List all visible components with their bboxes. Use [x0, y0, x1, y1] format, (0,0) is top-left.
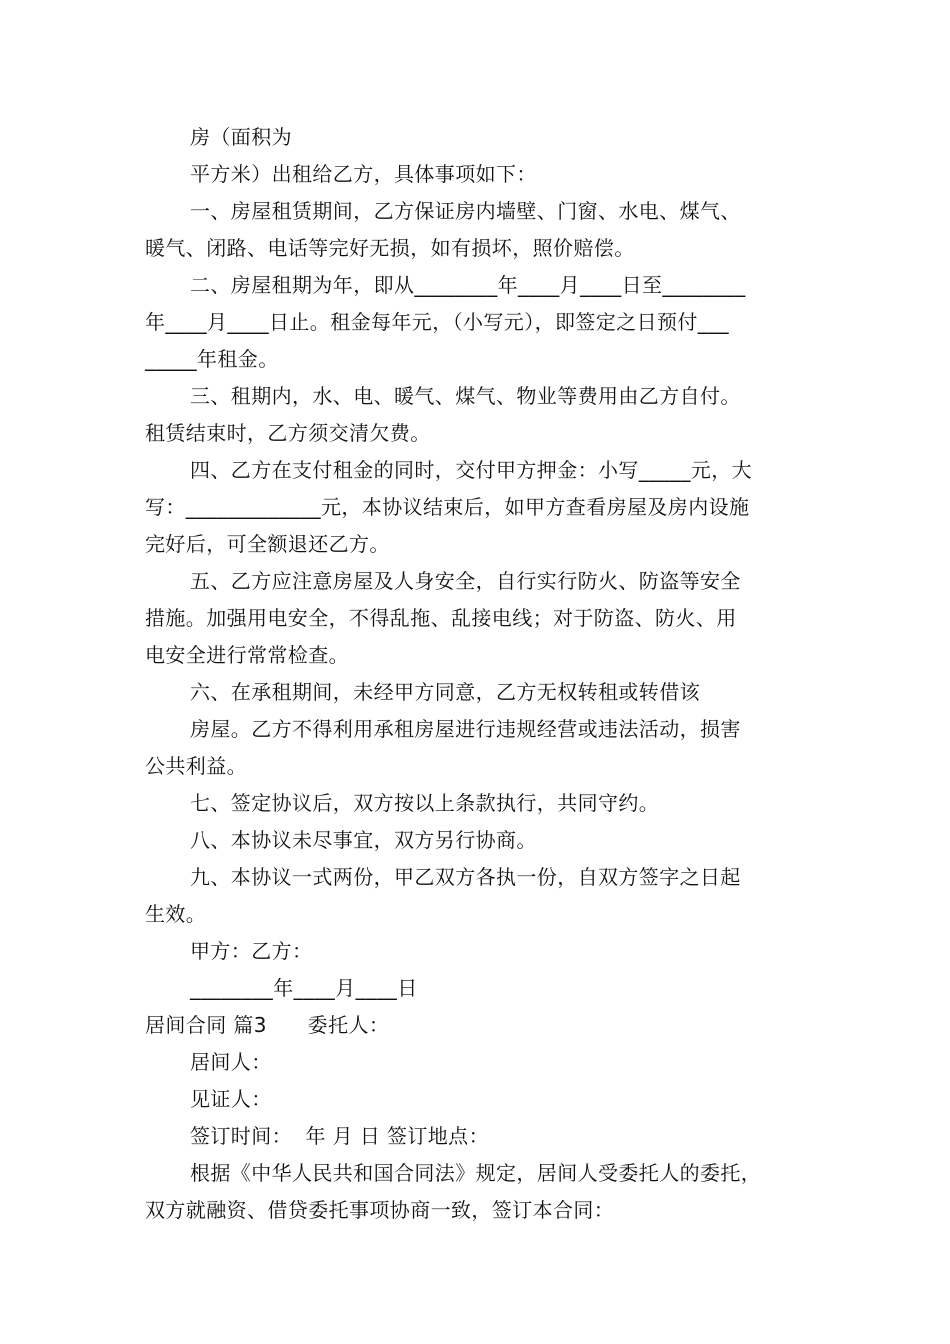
text-line: 八、本协议未尽事宜，双方另行协商。 — [190, 828, 537, 852]
text-line: 房屋。乙方不得利用承租房屋进行违规经营或违法活动，损害 — [190, 717, 741, 741]
text-line: 租赁结束时，乙方须交清欠费。 — [145, 421, 431, 445]
text-line: ________年____月____日 — [190, 976, 418, 1000]
text-line: 平方米）出租给乙方，具体事项如下： — [190, 162, 537, 186]
text-line: 六、在承租期间，未经甲方同意，乙方无权转租或转借该 — [190, 680, 700, 704]
text-line: 根据《中华人民共和国合同法》规定，居间人受委托人的委托， — [190, 1161, 762, 1185]
text-line: 七、签定协议后，双方按以上条款执行，共同守约。 — [190, 791, 660, 815]
text-line: 房（面积为 — [190, 125, 292, 149]
text-line: 九、本协议一式两份，甲乙双方各执一份，自双方签字之日起 — [190, 865, 741, 889]
text-line: 措施。加强用电安全，不得乱拖、乱接电线；对于防盗、防火、用 — [145, 606, 737, 630]
text-line: 年____月____日止。租金每年元，（小写元），即签定之日预付___ — [145, 310, 729, 334]
text-line: 二、房屋租期为年，即从________年____月____日至________ — [190, 273, 746, 297]
text-line: _____年租金。 — [145, 347, 279, 371]
text-line: 居间人： — [190, 1050, 272, 1074]
text-line: 电安全进行常常检查。 — [145, 643, 349, 667]
section-heading: 居间合同 篇3 委托人： — [145, 1013, 390, 1037]
text-line: 四、乙方在支付租金的同时，交付甲方押金：小写_____元，大 — [190, 458, 752, 482]
text-line: 公共利益。 — [145, 754, 247, 778]
text-line: 双方就融资、借贷委托事项协商一致，签订本合同： — [145, 1198, 615, 1222]
text-line: 暖气、闭路、电话等完好无损，如有损坏，照价赔偿。 — [145, 236, 635, 260]
text-line: 三、租期内，水、电、暖气、煤气、物业等费用由乙方自付。 — [190, 384, 741, 408]
text-line: 一、房屋租赁期间，乙方保证房内墙壁、门窗、水电、煤气、 — [190, 199, 741, 223]
text-line: 甲方：乙方： — [190, 939, 313, 963]
text-line: 见证人： — [190, 1087, 272, 1111]
text-line: 写：_____________元，本协议结束后，如甲方查看房屋及房内设施 — [145, 495, 750, 519]
text-line: 完好后，可全额退还乙方。 — [145, 532, 390, 556]
text-line: 生效。 — [145, 902, 207, 926]
text-line: 五、乙方应注意房屋及人身安全，自行实行防火、防盗等安全 — [190, 569, 741, 593]
text-line: 签订时间： 年 月 日 签订地点： — [190, 1124, 489, 1148]
